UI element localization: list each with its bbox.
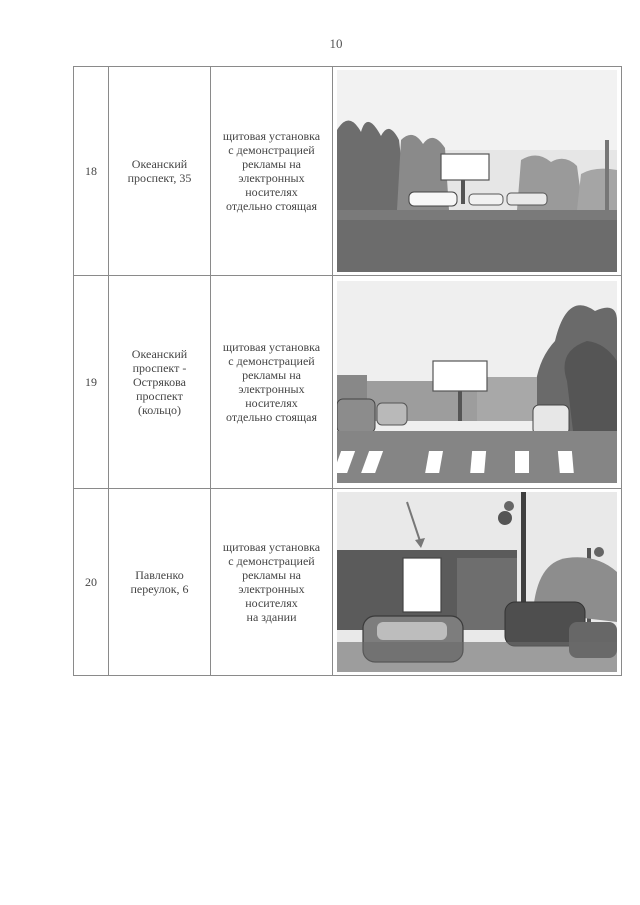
row-number: 20 <box>74 489 109 676</box>
structure-type-cell: щитовая установка с демонстрацией рекламы на электронных носителях отдельно стоящая <box>222 340 321 424</box>
table-row <box>74 67 622 276</box>
page-number: 10 <box>329 36 343 51</box>
table-row <box>74 489 622 676</box>
row-number: 19 <box>74 276 109 489</box>
address-cell: Океанский проспект, 35 <box>127 157 192 185</box>
structure-type-cell: щитовая установка с демонстрацией рекламы на электронных носителях на здании <box>222 540 321 624</box>
billboard-registry-table <box>73 66 622 676</box>
table-row <box>74 276 622 489</box>
address-cell: Павленко переулок, 6 <box>130 568 189 596</box>
location-photo <box>337 281 617 483</box>
address-cell: Океанский проспект - Острякова проспект (кольцо) <box>131 347 188 417</box>
location-photo <box>337 70 617 272</box>
structure-type-cell: щитовая установка с демонстрацией рекламы на электронных носителях отдельно стоящая <box>222 129 321 213</box>
row-number: 18 <box>74 67 109 276</box>
location-photo <box>337 492 617 672</box>
